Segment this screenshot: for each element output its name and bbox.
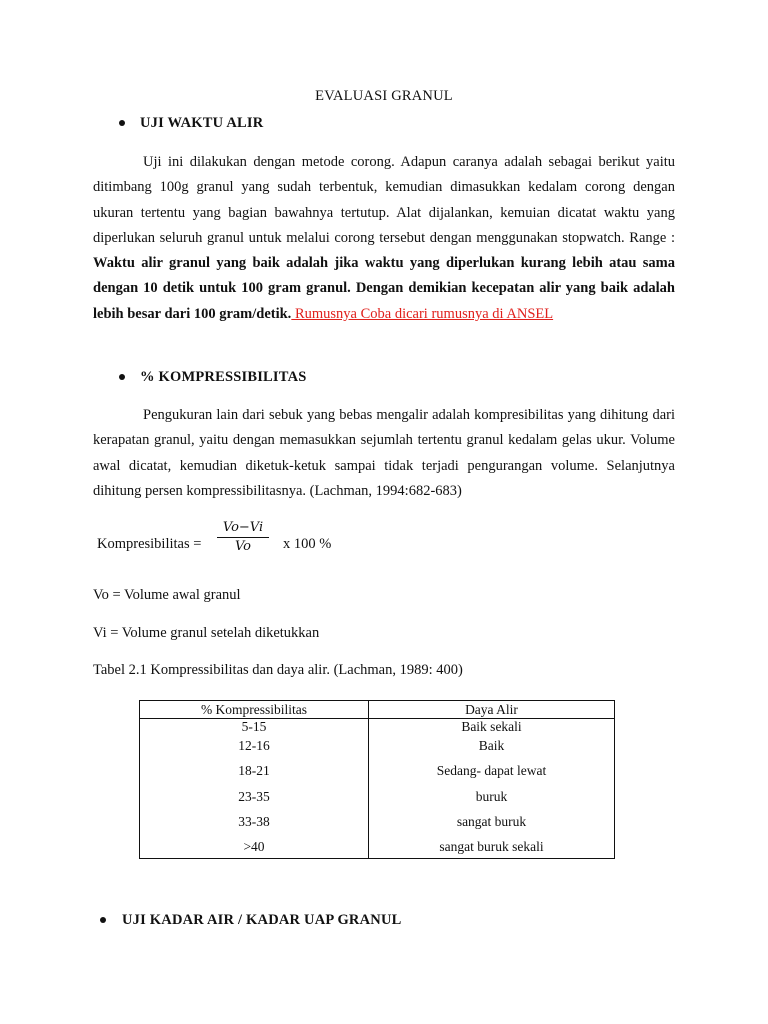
formula-numerator: Vo−Vi (217, 520, 269, 538)
bullet-icon (100, 917, 106, 923)
table-header-cell: % Kompressibilitas (140, 701, 369, 719)
table-cell: sangat buruk (369, 813, 615, 838)
bullet-icon (119, 120, 125, 126)
table-header-row (140, 701, 615, 719)
table-cell: Sedang- dapat lewat (369, 762, 615, 787)
section-heading-waktu-alir: UJI WAKTU ALIR (140, 115, 264, 131)
vo-definition: Vo = Volume awal granul (93, 587, 241, 603)
paragraph-bold-text: Waktu alir granul yang baik adalah jika waktu yang diperlukan kurang lebih atau sama dengan 10 detik untuk 100 gram granul. Dengan demikian kecepatan alir yang baik adalah lebih besar dari 100 gram/detik. (93, 255, 675, 322)
compressibility-table (139, 700, 615, 859)
table-cell: 12-16 (140, 737, 369, 762)
section-heading-kompressibilitas: % KOMPRESSIBILITAS (140, 369, 307, 385)
bullet-icon (119, 374, 125, 380)
vi-definition: Vi = Volume granul setelah diketukkan (93, 625, 320, 641)
formula-fraction (217, 520, 269, 554)
table-cell: sangat buruk sekali (369, 838, 615, 859)
table-cell: buruk (369, 788, 615, 813)
table-cell: Baik sekali (369, 719, 615, 738)
table-cell: 5-15 (140, 719, 369, 738)
red-note-link: Rumusnya Coba dicari rumusnya di ANSEL (291, 305, 554, 322)
table-header-cell: Daya Alir (369, 701, 615, 719)
paragraph-text: Pengukuran lain dari sebuk yang bebas mengalir adalah kompresibilitas yang dihitung dari kerapatan granul, yaitu dengan memasukkan sejumlah tertentu granul kedalam gelas ukur. Volume awal dicatat, kemudian diketuk-ketuk sampai tidak terjadi pengurangan volume. Selanjutnya dihitung persen kompressibilitasnya. (Lachman, 1994:682-683) (93, 407, 675, 499)
formula-label: Kompresibilitas = (97, 536, 202, 552)
formula-multiplier: x 100 % (283, 536, 332, 552)
table-row (140, 719, 615, 738)
paragraph-kompressibilitas (93, 403, 675, 504)
table-row (140, 813, 615, 838)
table-row (140, 737, 615, 762)
formula-denominator: Vo (234, 539, 252, 554)
table-caption: Tabel 2.1 Kompressibilitas dan daya alir. (Lachman, 1989: 400) (93, 662, 463, 678)
table-cell: 18-21 (140, 762, 369, 787)
table-row (140, 762, 615, 787)
document-title: EVALUASI GRANUL (315, 88, 453, 104)
table-row (140, 838, 615, 859)
table-cell: >40 (140, 838, 369, 859)
table-cell: Baik (369, 737, 615, 762)
paragraph-waktu-alir (93, 150, 675, 327)
table-row (140, 788, 615, 813)
table-cell: 33-38 (140, 813, 369, 838)
table-cell: 23-35 (140, 788, 369, 813)
section-heading-kadar-air: UJI KADAR AIR / KADAR UAP GRANUL (122, 912, 402, 928)
paragraph-normal-text: Uji ini dilakukan dengan metode corong. Adapun caranya adalah sebagai berikut yaitu ditimbang 100g granul yang sudah terbentuk, kemudian dimasukkan kedalam corong dengan ukuran tertentu yang bagian bawahnya tertutup. Alat dijalankan, kemuian dicatat waktu yang diperlukan seluruh granul untuk melalui corong tersebut dengan menggunakan stopwatch. Range : (93, 154, 675, 246)
